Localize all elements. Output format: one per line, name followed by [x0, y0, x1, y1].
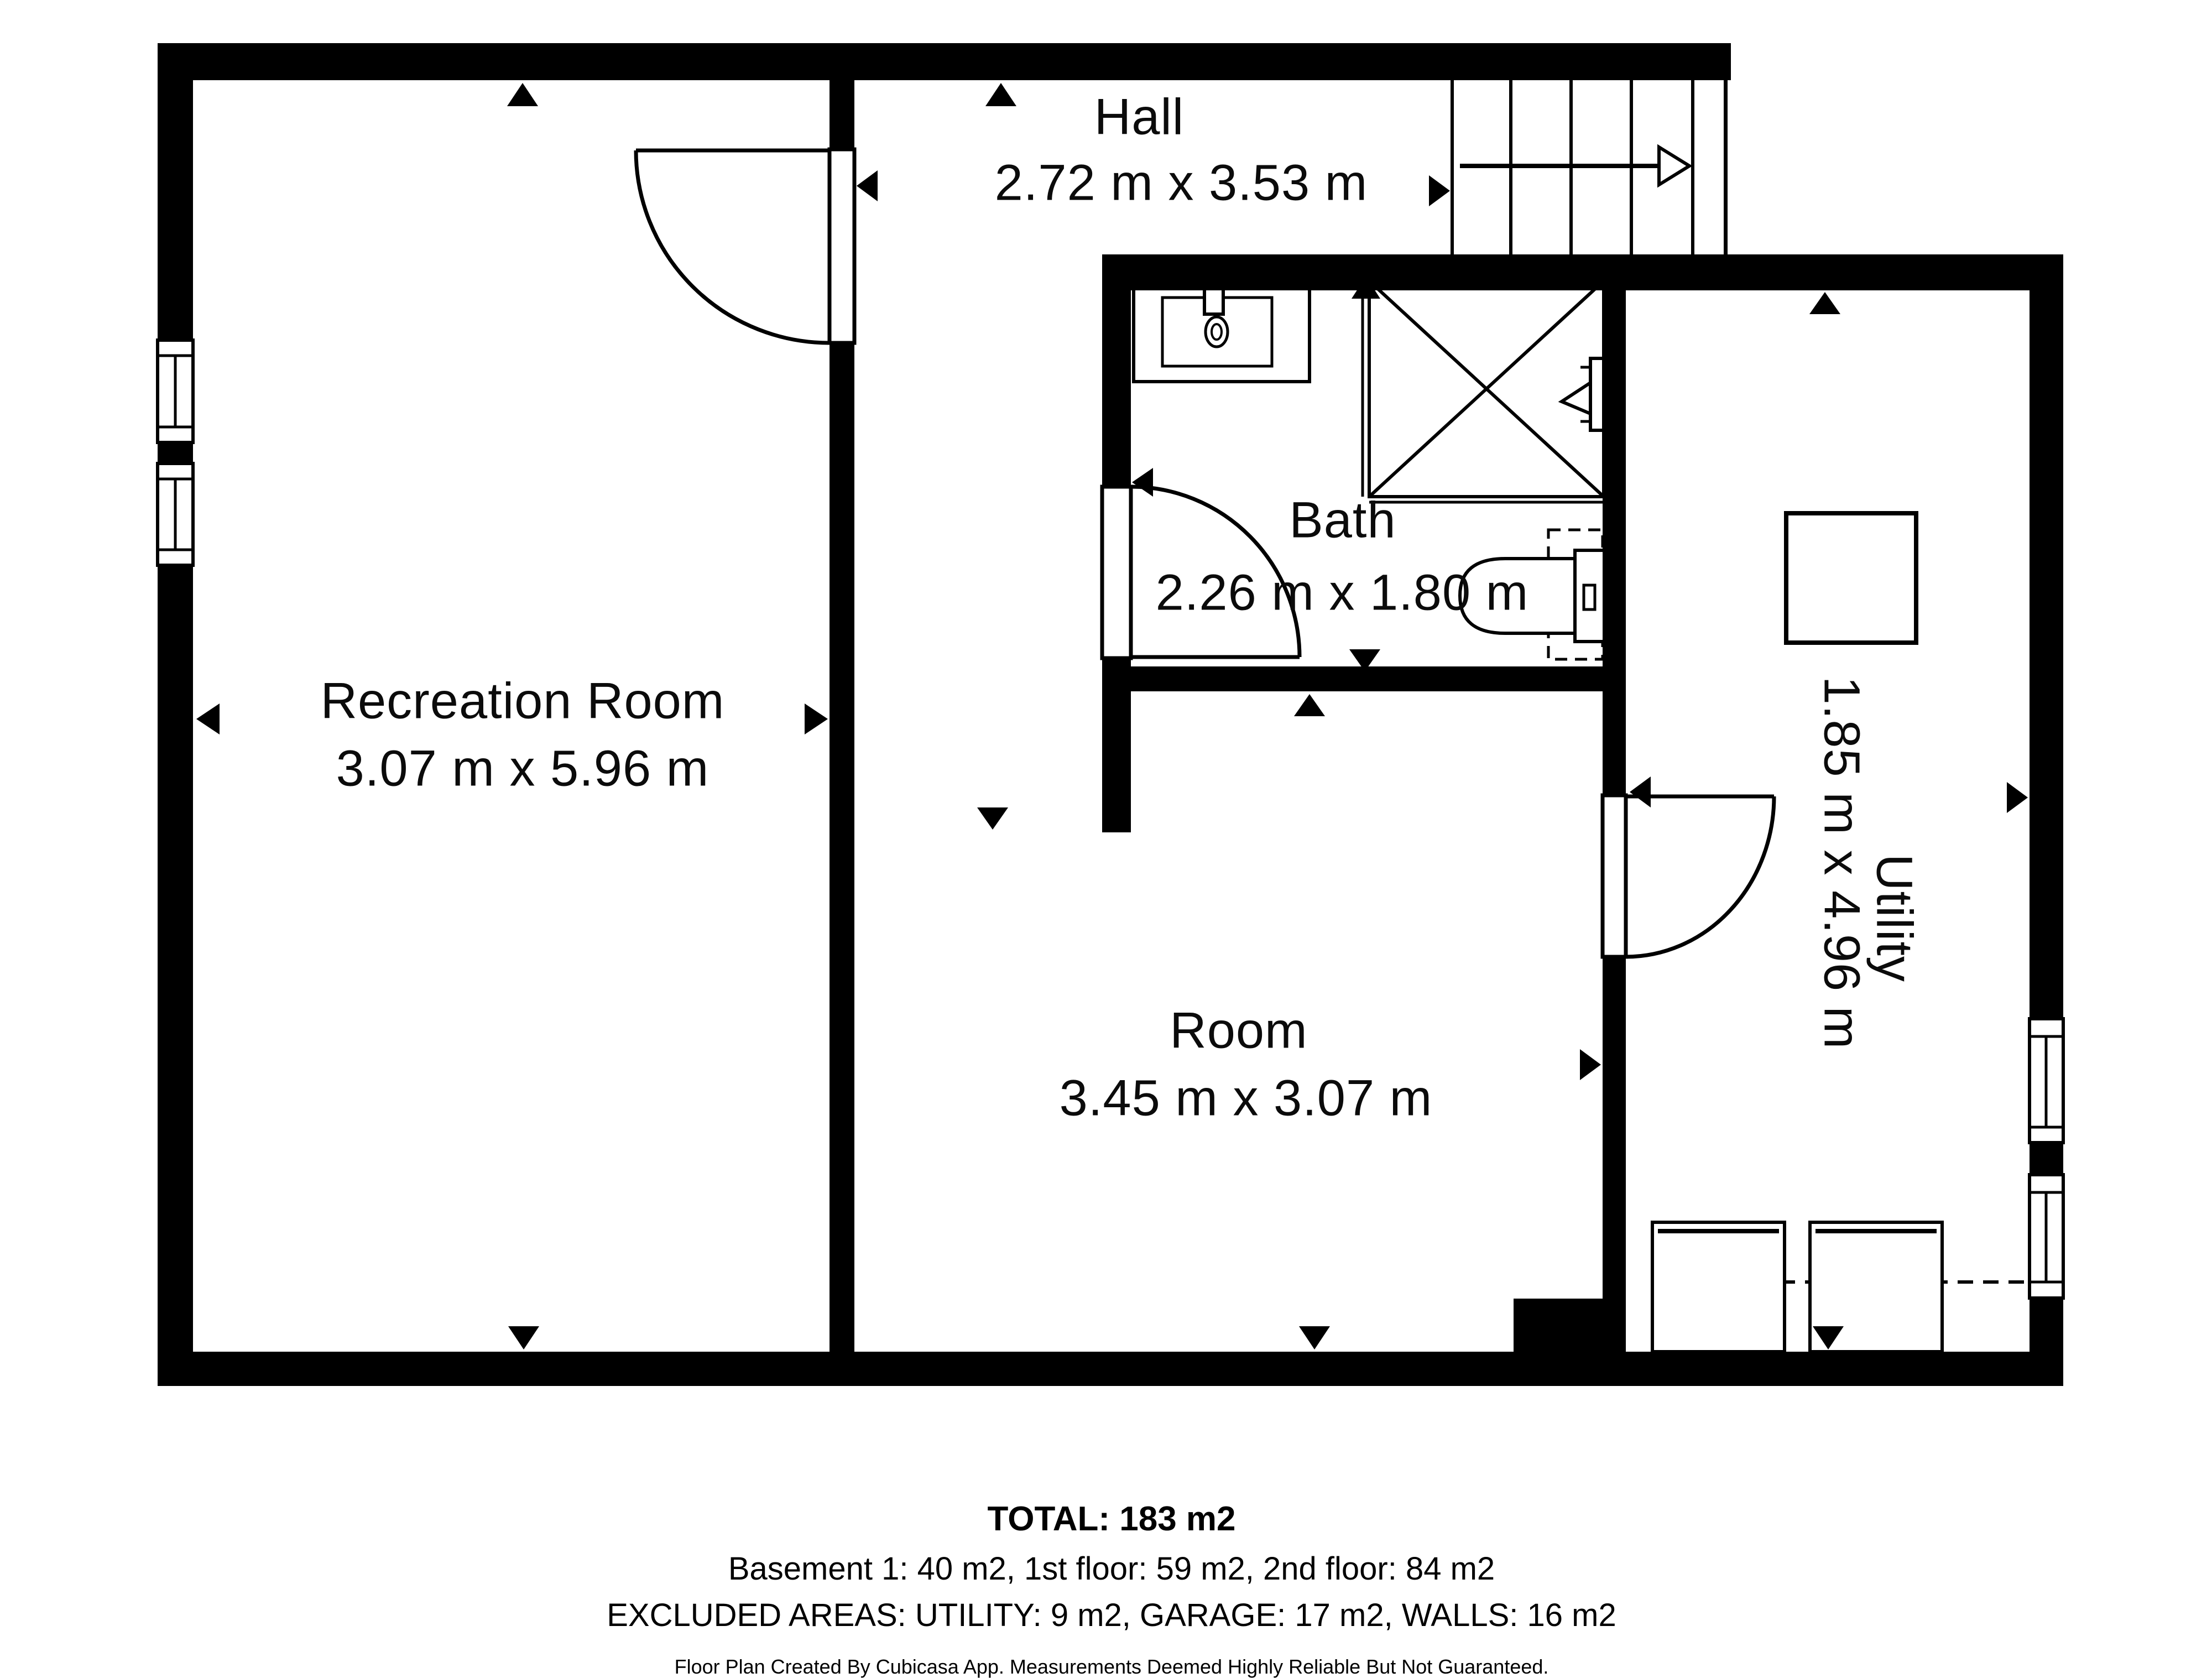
water-heater-icon	[1786, 513, 1916, 643]
marker-down-icon	[508, 1326, 539, 1349]
stairs-icon	[1452, 80, 1693, 254]
summary-total: TOTAL: 183 m2	[987, 1500, 1236, 1538]
summary-excluded: EXCLUDED AREAS: UTILITY: 9 m2, GARAGE: 17 m2, WALLS: 16 m2	[607, 1597, 1616, 1633]
marker-left-icon	[1132, 468, 1153, 497]
window-icon	[2030, 1175, 2063, 1298]
washer-icon	[1652, 1222, 1785, 1352]
wall-hall-bath-utility	[1102, 254, 2063, 290]
window-icon	[2030, 1019, 2063, 1143]
marker-right-icon	[1429, 175, 1450, 206]
stair-landing-edge	[1724, 80, 1728, 254]
marker-left-icon	[857, 170, 878, 201]
room-label-hall: Hall	[1094, 88, 1185, 145]
marker-up-icon	[507, 83, 538, 106]
window-icon	[158, 463, 193, 565]
marker-up-icon	[985, 83, 1016, 106]
room-label-room: Room	[1170, 1002, 1308, 1059]
marker-up-icon	[1809, 292, 1840, 314]
room-dims-hall: 2.72 m x 3.53 m	[994, 154, 1368, 211]
wall-left	[158, 43, 193, 1386]
marker-left-icon	[196, 703, 220, 734]
room-dims-recreation-room: 3.07 m x 5.96 m	[336, 740, 709, 797]
stairs-direction-arrowhead	[1659, 147, 1689, 185]
summary-block	[393, 1502, 1830, 1677]
room-dims-room: 3.45 m x 3.07 m	[1059, 1070, 1433, 1127]
marker-left-icon	[1630, 777, 1651, 807]
marker-up-icon	[1294, 694, 1325, 716]
room-label-utility: Utility	[1866, 854, 1923, 982]
marker-right-icon	[2007, 782, 2028, 813]
room-dims-bath: 2.26 m x 1.80 m	[1155, 564, 1529, 621]
wall-bottom-block	[1514, 1299, 1626, 1386]
room-dims-utility: 1.85 m x 4.96 m	[1813, 676, 1870, 1050]
wall-top	[158, 43, 1731, 80]
marker-right-icon	[1580, 1049, 1601, 1080]
wall-bottom	[158, 1352, 2063, 1386]
summary-attribution: Floor Plan Created By Cubicasa App. Measurements Deemed Highly Reliable But Not Guaranteed.	[674, 1655, 1549, 1678]
door-recreation	[636, 149, 857, 343]
marker-down-icon	[1299, 1326, 1330, 1349]
summary-floors: Basement 1: 40 m2, 1st floor: 59 m2, 2nd floor: 84 m2	[728, 1551, 1495, 1587]
shower-icon	[1363, 281, 1604, 502]
room-label-recreation-room: Recreation Room	[320, 673, 725, 729]
window-icon	[158, 340, 193, 442]
marker-down-icon	[977, 807, 1008, 830]
door-utility	[1600, 795, 1774, 957]
room-label-bath: Bath	[1289, 492, 1396, 549]
marker-right-icon	[805, 703, 828, 734]
